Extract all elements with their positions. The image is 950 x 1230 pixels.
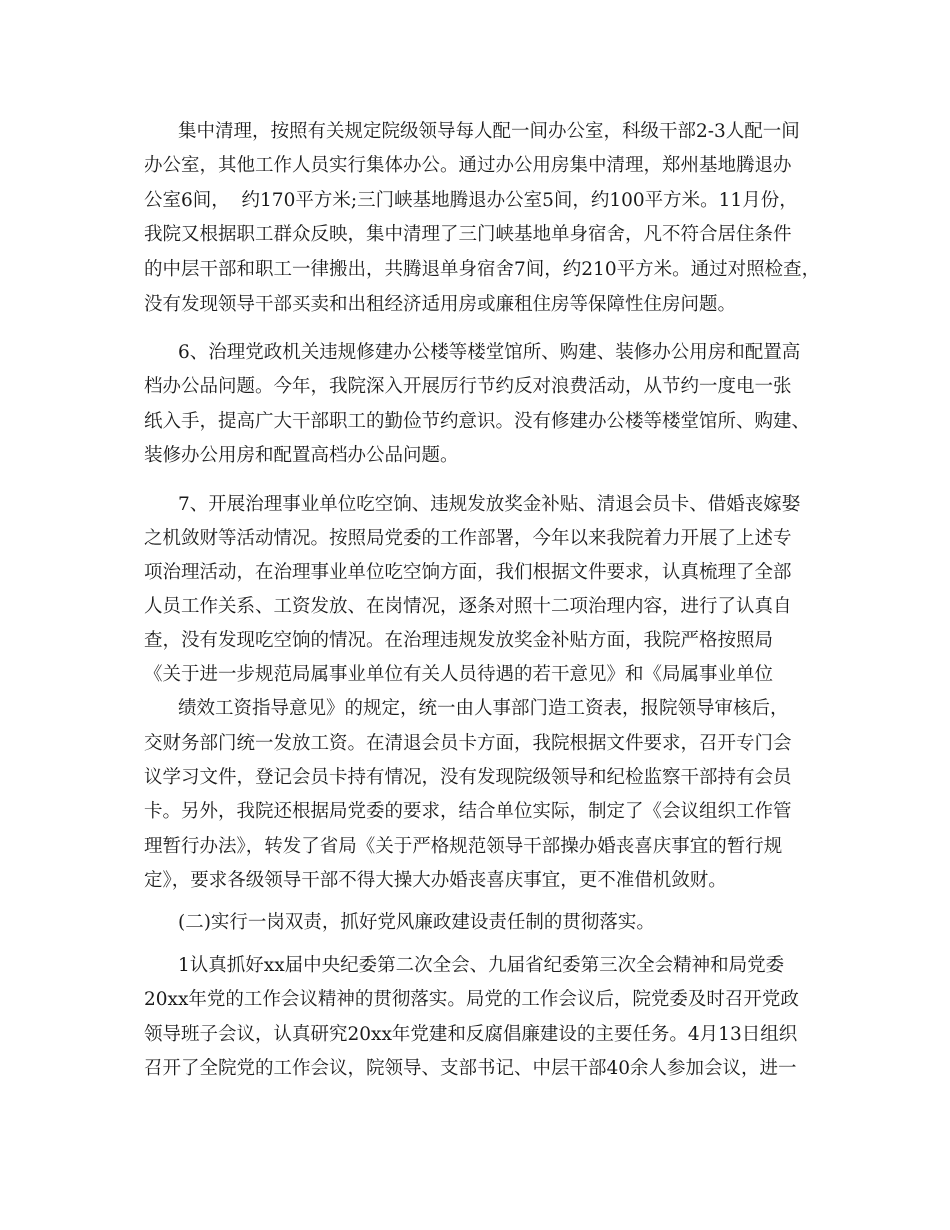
text-line: 集中清理，按照有关规定院级领导每人配一间办公室，科级干部2-3人配一间 xyxy=(178,121,800,142)
text-line: 公室6间， 约170平方米;三门峡基地腾退办公室5间，约100平方米。11月份， xyxy=(144,190,798,211)
text-line: 交财务部门统一发放工资。在清退会员卡方面，我院根据文件要求，召开专门会 xyxy=(144,733,792,754)
text-line: 6、治理党政机关违规修建办公楼等楼堂馆所、购建、装修办公用房和配置高 xyxy=(178,342,801,363)
text-line: 纸入手，提高广大干部职工的勤俭节约意识。没有修建办公楼等楼堂馆所、购建、 xyxy=(144,411,811,432)
text-line: 绩效工资指导意见》的规定，统一由人事部门造工资表，报院领导审核后， xyxy=(178,698,789,719)
text-line: 召开了全院党的工作会议，院领导、支部书记、中层干部40余人参加会议，进一 xyxy=(144,1058,797,1079)
text-line: 我院又根据职工群众反映，集中清理了三门峡基地单身宿舍，凡不符合居住条件 xyxy=(144,224,792,245)
text-line: 的中层干部和职工一律搬出，共腾退单身宿舍7间，约210平方米。通过对照检查， xyxy=(144,259,821,280)
text-line: 理暂行办法》，转发了省局《关于严格规范领导干部操办婚丧喜庆事宜的暂行规 xyxy=(144,836,783,857)
text-line: 查，没有发现吃空饷的情况。在治理违规发放奖金补贴方面，我院严格按照局 xyxy=(144,630,774,651)
text-line: 卡。另外，我院还根据局党委的要求，结合单位实际，制定了《会议组织工作管 xyxy=(144,801,792,822)
text-line: 7、开展治理事业单位吃空饷、违规发放奖金补贴、清退会员卡、借婚丧嫁娶 xyxy=(178,494,801,515)
text-line: 没有发现领导干部买卖和出租经济适用房或廉租住房等保障性住房问题。 xyxy=(144,294,737,315)
text-line: 领导班子会议，认真研究20xx年党建和反腐倡廉建设的主要任务。4月13日组织 xyxy=(144,1024,798,1045)
text-line: 装修办公用房和配置高档办公品问题。 xyxy=(144,445,459,466)
text-line: 档办公品问题。今年，我院深入开展厉行节约反对浪费活动，从节约一度电一张 xyxy=(144,376,792,397)
text-line: 人员工作关系、工资发放、在岗情况，逐条对照十二项治理内容，进行了认真自 xyxy=(144,596,792,617)
text-line: 1认真抓好xx届中央纪委第二次全会、九届省纪委第三次全会精神和局党委 xyxy=(178,955,785,976)
text-line: 项治理活动，在治理事业单位吃空饷方面，我们根据文件要求，认真梳理了全部 xyxy=(144,562,792,583)
text-line: 《关于进一步规范局属事业单位有关人员待遇的若干意见》和《局属事业单位 xyxy=(144,664,774,685)
section-heading: (二)实行一岗双责，抓好党风廉政建设责任制的贯彻落实。 xyxy=(178,912,655,933)
text-line: 定》，要求各级领导干部不得大操大办婚丧喜庆事宜，更不准借机敛财。 xyxy=(144,870,727,891)
text-line: 办公室，其他工作人员实行集体办公。通过办公用房集中清理，郑州基地腾退办 xyxy=(144,155,792,176)
text-line: 之机敛财等活动情况。按照局党委的工作部署，今年以来我院着力开展了上述专 xyxy=(144,528,792,549)
text-line: 议学习文件，登记会员卡持有情况，没有发现院级领导和纪检监察干部持有会员 xyxy=(144,767,792,788)
text-line: 20xx年党的工作会议精神的贯彻落实。局党的工作会议后，院党委及时召开党政 xyxy=(144,989,799,1010)
